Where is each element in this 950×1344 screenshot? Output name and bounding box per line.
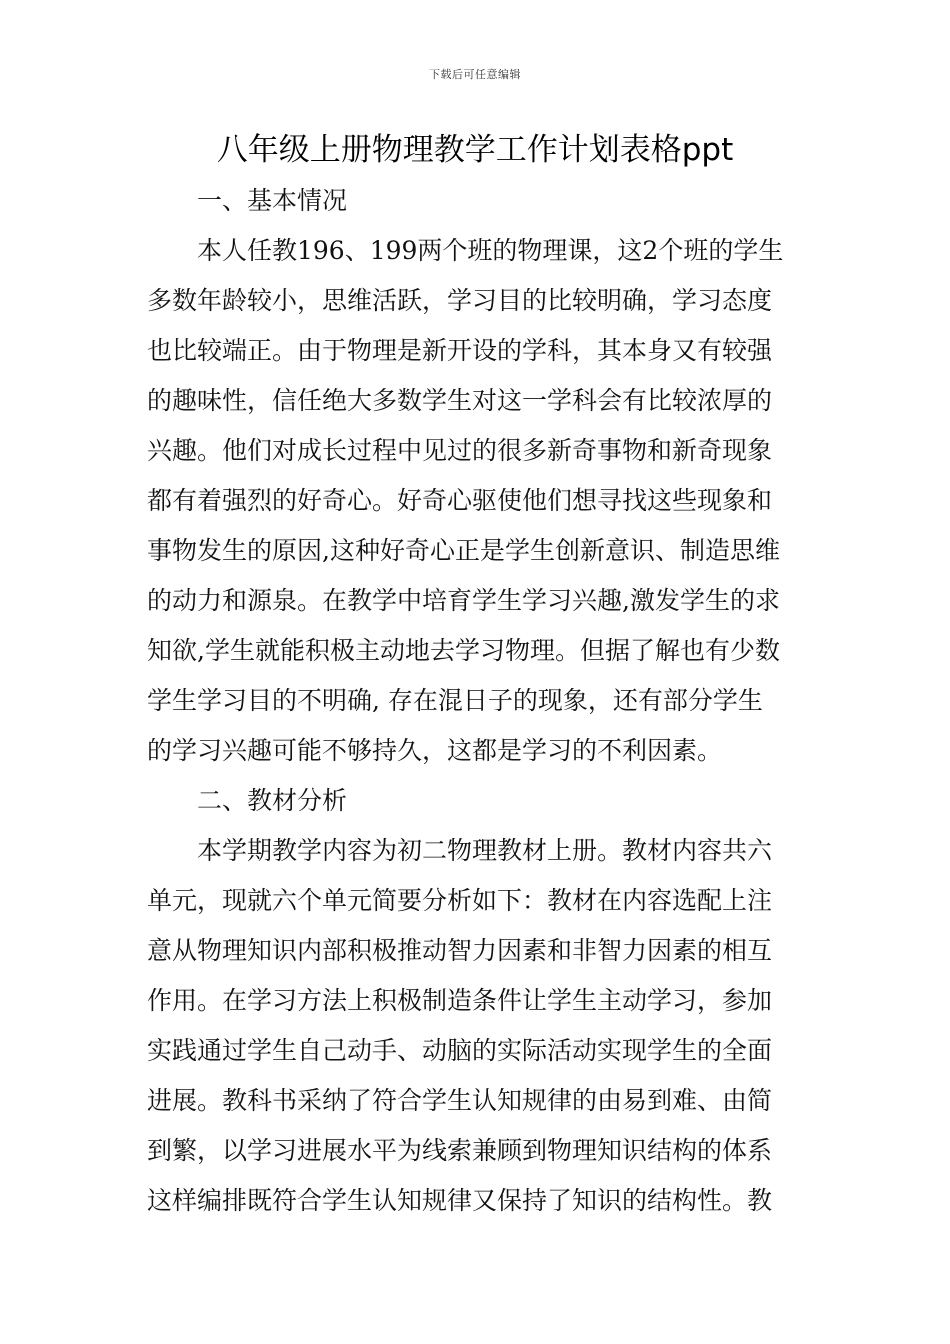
header-note: 下载后可任意编辑	[429, 68, 521, 81]
paragraph-line: 到繁，以学习进展水平为线索兼顾到物理知识结构的体系	[147, 1136, 773, 1165]
paragraph-line: 本学期教学内容为初二物理教材上册。教材内容共六	[197, 836, 773, 865]
paragraph-line: 的趣味性，信任绝大多数学生对这一学科会有比较浓厚的	[147, 386, 773, 415]
paragraph-line: 意从物理知识内部积极推动智力因素和非智力因素的相互	[147, 936, 773, 965]
paragraph-line: 也比较端正。由于物理是新开设的学科，其本身又有较强	[147, 336, 773, 365]
paragraph-line: 的动力和源泉。在教学中培育学生学习兴趣,激发学生的求	[147, 586, 780, 615]
paragraph-line: 学生学习目的不明确, 存在混日子的现象，还有部分学生	[147, 686, 763, 715]
paragraph-line: 实践通过学生自己动手、动脑的实际活动实现学生的全面	[147, 1036, 773, 1065]
section-heading: 一、基本情况	[197, 186, 348, 215]
document-body	[147, 176, 807, 1226]
paragraph-line: 单元，现就六个单元简要分析如下：教材在内容选配上注	[147, 886, 773, 915]
paragraph-line: 的学习兴趣可能不够持久，这都是学习的不利因素。	[147, 736, 723, 765]
document-title: 八年级上册物理教学工作计划表格ppt	[216, 132, 734, 168]
paragraph-line: 都有着强烈的好奇心。好奇心驱使他们想寻找这些现象和	[147, 486, 773, 515]
section-basic-situation	[147, 176, 807, 776]
paragraph-line: 进展。教科书采纳了符合学生认知规律的由易到难、由简	[147, 1086, 773, 1115]
paragraph-line: 这样编排既符合学生认知规律又保持了知识的结构性。教	[147, 1186, 773, 1215]
paragraph-line: 知欲,学生就能积极主动地去学习物理。但据了解也有少数	[147, 636, 780, 665]
paragraph-line: 兴趣。他们对成长过程中见过的很多新奇事物和新奇现象	[147, 436, 773, 465]
paragraph-line: 多数年龄较小，思维活跃，学习目的比较明确，学习态度	[147, 286, 773, 315]
section-heading: 二、教材分析	[197, 786, 348, 815]
paragraph-line: 作用。在学习方法上积极制造条件让学生主动学习，参加	[147, 986, 773, 1015]
paragraph-line: 事物发生的原因,这种好奇心正是学生创新意识、制造思维	[147, 536, 780, 565]
section-textbook-analysis	[147, 776, 807, 1226]
paragraph-line: 本人任教196、199两个班的物理课，这2个班的学生	[197, 236, 784, 265]
